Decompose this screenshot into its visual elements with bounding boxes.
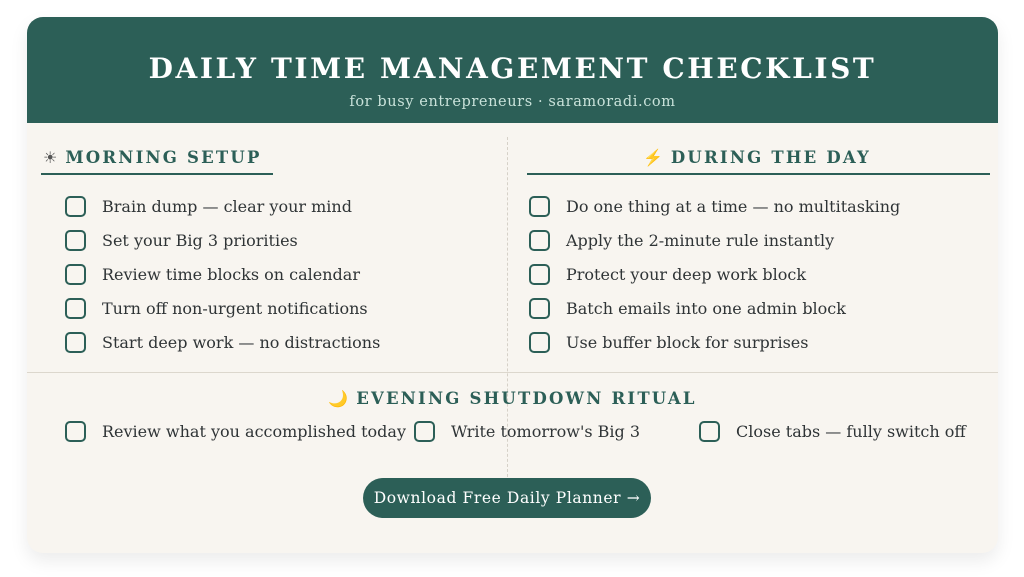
checklist-item-label: Turn off non-urgent notifications [102, 298, 368, 318]
checklist-item-label: Protect your deep work block [566, 264, 807, 284]
header-banner [27, 17, 998, 123]
checklist-item[interactable] [529, 189, 900, 223]
during-day-heading [643, 148, 871, 167]
checklist-item[interactable] [65, 257, 380, 291]
checkbox[interactable] [529, 332, 550, 353]
checklist-item[interactable] [529, 223, 900, 257]
checklist-item[interactable] [529, 325, 900, 359]
section-divider [27, 372, 998, 373]
checkbox[interactable] [699, 421, 720, 442]
checkbox[interactable] [65, 196, 86, 217]
checkbox[interactable] [529, 298, 550, 319]
evening-heading [27, 389, 998, 408]
page-subtitle: for busy entrepreneurs · saramoradi.com [349, 94, 676, 110]
checkbox[interactable] [414, 421, 435, 442]
during-day-heading-label: DURING THE DAY [670, 148, 872, 167]
page-title: DAILY TIME MANAGEMENT CHECKLIST [148, 52, 877, 85]
checklist-item[interactable] [65, 189, 380, 223]
download-planner-button[interactable]: Download Free Daily Planner → [363, 478, 651, 518]
morning-heading [43, 148, 262, 167]
checklist-item[interactable] [414, 421, 640, 442]
checklist-item[interactable] [529, 291, 900, 325]
morning-checklist [65, 189, 380, 359]
morning-heading-label: MORNING SETUP [65, 148, 262, 167]
checklist-item-label: Close tabs — fully switch off [736, 422, 966, 441]
checklist-item-label: Write tomorrow's Big 3 [451, 422, 641, 441]
checkbox[interactable] [65, 264, 86, 285]
morning-heading-underline [41, 173, 273, 175]
checklist-item-label: Brain dump — clear your mind [102, 196, 352, 216]
checklist-item[interactable] [699, 421, 966, 442]
checkbox[interactable] [65, 421, 86, 442]
checklist-card [27, 17, 998, 553]
evening-heading-label: EVENING SHUTDOWN RITUAL [356, 389, 697, 408]
checklist-item[interactable] [529, 257, 900, 291]
during-day-heading-underline [527, 173, 990, 175]
checklist-item-label: Start deep work — no distractions [102, 332, 381, 352]
sun-icon: ☀ [43, 148, 58, 167]
checklist-item-label: Set your Big 3 priorities [102, 230, 298, 250]
checkbox[interactable] [65, 332, 86, 353]
checklist-item-label: Use buffer block for surprises [566, 332, 809, 352]
checklist-item-label: Do one thing at a time — no multitasking [566, 196, 901, 216]
checklist-item-label: Apply the 2-minute rule instantly [566, 230, 835, 250]
checkbox[interactable] [529, 230, 550, 251]
checkbox[interactable] [529, 264, 550, 285]
during-day-checklist [529, 189, 900, 359]
checklist-item-label: Review what you accomplished today [102, 422, 406, 441]
lightning-icon: ⚡ [643, 148, 663, 167]
checklist-item[interactable] [65, 291, 380, 325]
checklist-item[interactable] [65, 223, 380, 257]
checkbox[interactable] [65, 298, 86, 319]
checklist-item-label: Review time blocks on calendar [102, 264, 360, 284]
checkbox[interactable] [529, 196, 550, 217]
checklist-item-label: Batch emails into one admin block [566, 298, 846, 318]
checklist-item[interactable] [65, 421, 406, 442]
checkbox[interactable] [65, 230, 86, 251]
moon-icon: 🌙 [328, 389, 349, 408]
checklist-item[interactable] [65, 325, 380, 359]
